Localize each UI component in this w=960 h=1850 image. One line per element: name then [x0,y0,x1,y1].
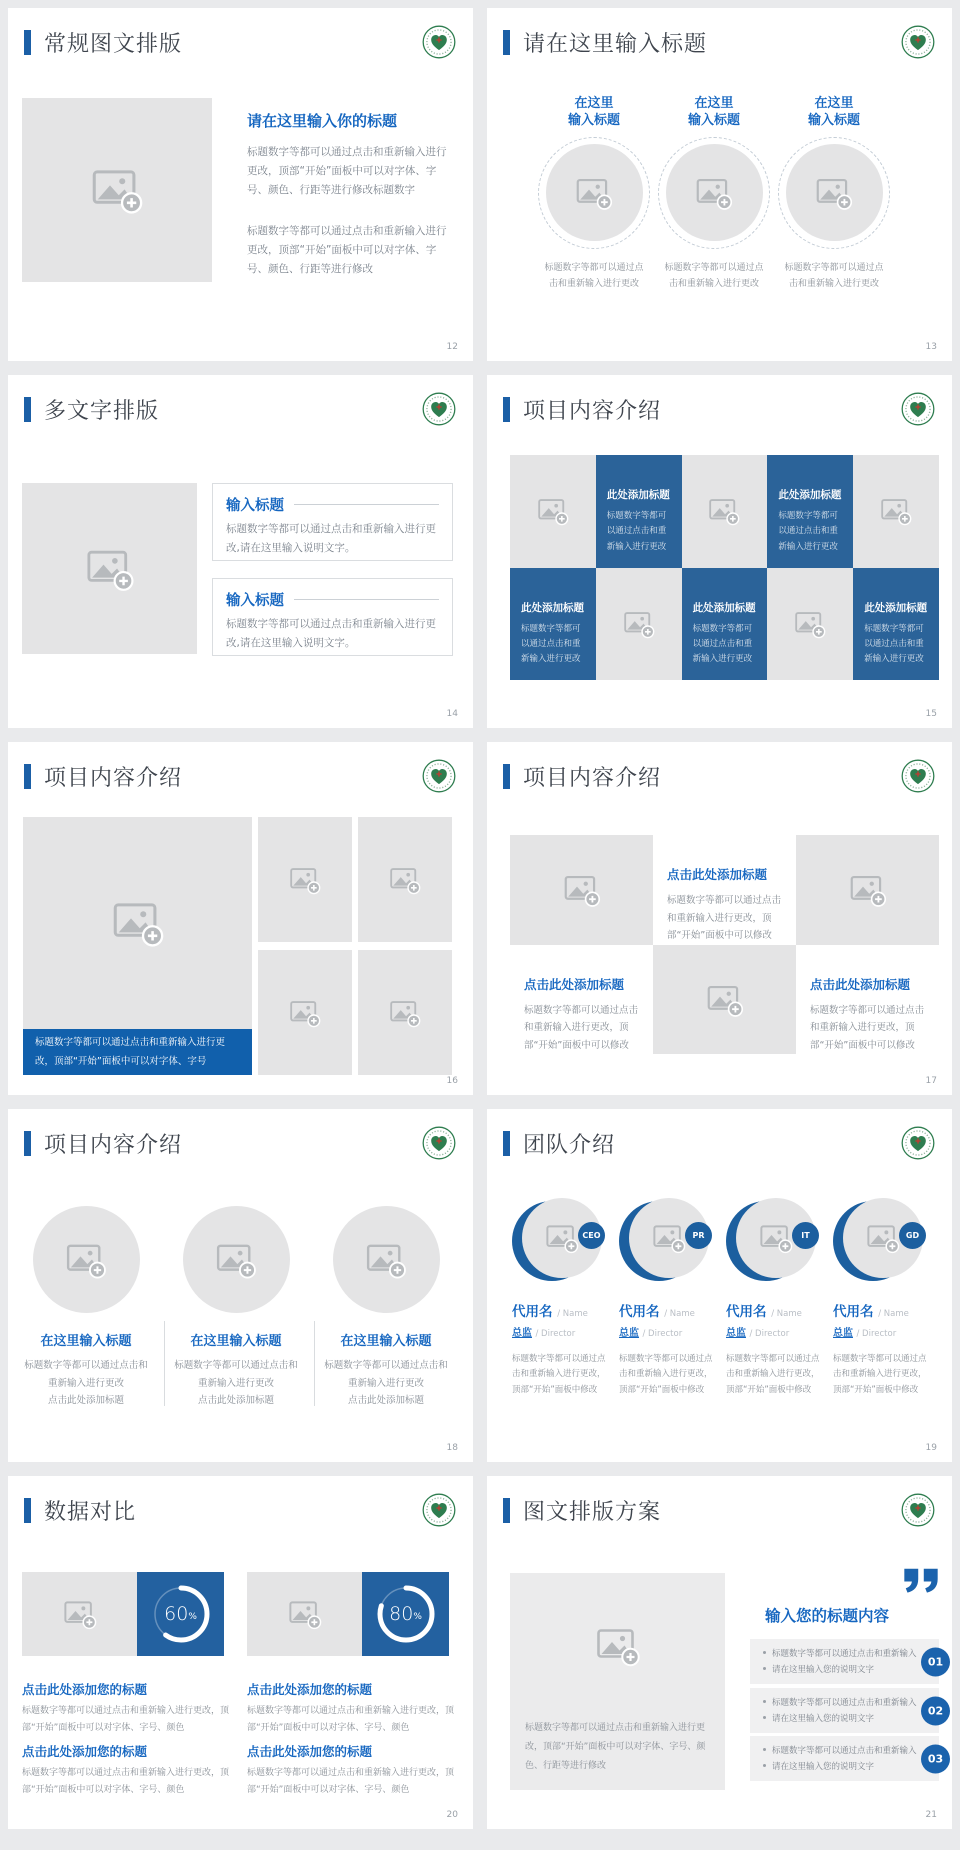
circle-item [774,96,894,293]
vertical-divider [314,1321,315,1406]
cell-heading: 点击此处添加标题 [667,867,768,882]
page-number: 13 [925,342,937,352]
body-paragraph: 标题数字等都可以通过点击和重新输入进行更改，顶部“开始”面板中可以对字体、字号、颜色、行距等进行修改 [247,225,447,275]
circle-item [534,96,654,293]
blue-text-cell [767,455,853,568]
member-name: 代用名 / Name [833,1304,909,1320]
image-placeholder[interactable] [682,455,768,568]
slide-thumbnail-17[interactable] [487,742,952,1095]
organization-logo-icon [422,392,456,426]
member-role: 总监 / Director [726,1328,790,1339]
cell-body: 标题数字等都可以通过点击和重新输入进行更改 [692,623,753,665]
item-caption: 标题数字等都可以通过点击和重新输入进行更改 [544,262,644,290]
image-placeholder[interactable] [786,144,883,241]
title-accent-bar [24,1498,31,1523]
alternating-grid [510,835,939,1052]
slide-header [24,1128,182,1159]
text-section [247,1742,454,1799]
bullet-line: 请在这里输入您的说明文字 [763,1711,905,1727]
item-number-badge: 03 [921,1744,950,1773]
member-name: 代用名 / Name [619,1304,695,1320]
organization-logo-icon [901,392,935,426]
dashed-ring [658,137,770,249]
progress-value: 80 % [389,1603,422,1625]
featured-image-block [23,817,252,1075]
item-heading: 在这里输入标题 [40,1334,132,1349]
organization-logo-icon [422,759,456,793]
dashed-ring [778,137,890,249]
item-heading: 在这里 输入标题 [687,96,740,128]
numbered-item [750,1736,944,1781]
cell-heading: 此处添加标题 [521,601,584,614]
slide-title: 常规图文排版 [44,32,183,57]
title-accent-bar [24,397,31,422]
heading-rule [294,504,439,505]
team-member [726,1198,833,1398]
image-caption: 标题数字等都可以通过点击和重新输入进行更改，顶部“开始”面板中可以对字体、字号、颜色、行距等进行修改 [525,1723,706,1772]
bullet-line: 标题数字等都可以通过点击和重新输入 [763,1695,905,1711]
title-accent-bar [503,1131,510,1156]
add-image-icon [793,607,827,641]
image-placeholder[interactable] [22,98,212,282]
add-image-icon [705,980,745,1020]
add-image-icon [64,1238,108,1282]
member-name: 代用名 / Name [512,1304,588,1320]
image-placeholder[interactable] [22,1572,137,1656]
cell-heading: 此处添加标题 [864,601,928,614]
slide-header [503,1128,615,1159]
thumbnail-grid [258,817,452,1075]
image-placeholder[interactable] [23,817,252,1029]
organization-logo-icon [422,1126,456,1160]
member-description: 标题数字等都可以通过点击和重新输入进行更改，顶部“开始”面板中修改 [619,1354,713,1395]
circle-items [11,1206,461,1410]
image-placeholder[interactable] [22,483,197,654]
page-number: 20 [446,1810,458,1820]
text-cell [510,945,653,1055]
cell-heading: 此处添加标题 [692,601,756,614]
item-heading: 在这里 输入标题 [807,96,860,128]
organization-logo-icon [422,25,456,59]
add-image-icon [848,870,888,910]
image-placeholder[interactable] [183,1206,290,1313]
bullet-line: 标题数字等都可以通过点击和重新输入 [763,1646,905,1662]
slide-header [24,761,182,792]
member-description: 标题数字等都可以通过点击和重新输入进行更改，顶部“开始”面板中修改 [512,1354,606,1395]
blue-text-cell [510,568,596,681]
add-image-icon [214,1238,258,1282]
image-placeholder[interactable] [510,455,596,568]
dashed-ring [538,137,650,249]
image-caption-bar: 标题数字等都可以通过点击和重新输入进行更改，顶部“开始”面板中可以对字体、字号 [23,1029,252,1075]
slide-title: 请在这里输入标题 [523,32,708,57]
add-image-icon [865,1220,901,1256]
image-placeholder[interactable] [33,1206,140,1313]
add-image-icon [651,1220,687,1256]
organization-logo-icon [901,1126,935,1160]
slide-title: 多文字排版 [44,399,160,424]
image-placeholder[interactable] [546,144,643,241]
box-body: 标题数字等都可以通过点击和重新输入进行更改,请在这里输入说明文字。 [226,618,436,650]
section-body: 标题数字等都可以通过点击和重新输入进行更改，顶部“开始”面板中可以对字体、字号、颜色 [247,1706,455,1734]
page-number: 18 [446,1443,458,1453]
add-image-icon [364,1238,408,1282]
image-placeholder[interactable] [358,950,452,1075]
slide-title: 项目内容介绍 [523,766,662,791]
page-number: 15 [925,709,937,719]
slide-header [24,27,182,58]
progress-value: 60 % [164,1603,197,1625]
bullet-dot [763,1748,766,1751]
stat-panel [22,1572,224,1656]
blue-text-cell [682,568,768,681]
image-placeholder[interactable] [333,1206,440,1313]
avatar-block [512,1198,610,1284]
text-box [212,483,453,561]
add-image-icon [814,173,854,213]
image-placeholder[interactable] [853,455,939,568]
member-role: 总监 / Director [512,1328,576,1339]
add-image-icon [536,494,570,528]
title-accent-bar [503,397,510,422]
item-caption: 标题数字等都可以通过点击和重新输入进行更改 [784,262,884,290]
add-image-icon [287,1596,323,1632]
item-number-badge: 02 [921,1696,950,1725]
avatar-block [833,1198,931,1284]
cell-body: 标题数字等都可以通过点击和重新输入进行更改，顶部“开始”面板中可以修改 [524,1004,639,1051]
team-member [512,1198,619,1398]
add-image-icon [288,996,322,1030]
cell-heading: 此处添加标题 [778,489,842,501]
add-image-icon [758,1220,794,1256]
progress-tile [362,1572,449,1656]
add-image-icon [562,870,602,910]
role-badge: GD [899,1222,926,1249]
page-number: 21 [925,1810,937,1820]
slide-thumbnail-13[interactable] [487,8,952,361]
add-image-icon [388,863,422,897]
progress-tile [137,1572,224,1656]
slide-title: 数据对比 [44,1500,137,1525]
quote-icon [903,1568,939,1595]
slide-title: 团队介绍 [523,1133,616,1158]
avatar-block [619,1198,717,1284]
cell-body: 标题数字等都可以通过点击和重新输入进行更改 [606,511,667,552]
bullet-dot [763,1716,766,1719]
circle-item [311,1206,461,1410]
text-section [22,1742,229,1799]
organization-logo-icon [901,25,935,59]
text-box [212,578,453,656]
cell-body: 标题数字等都可以通过点击和重新输入进行更改，顶部“开始”面板中可以修改 [810,1004,925,1051]
add-image-icon [622,607,656,641]
add-image-icon [110,895,166,951]
team-member [833,1198,940,1398]
slide-title: 图文排版方案 [523,1500,662,1525]
slide-thumbnail-20[interactable] [8,1476,473,1829]
add-image-icon [388,996,422,1030]
slide-thumbnail-19[interactable] [487,1109,952,1462]
image-placeholder[interactable] [653,945,796,1055]
block-heading: 输入您的标题内容 [765,1607,890,1625]
slide-thumbnail-12[interactable] [8,8,473,361]
item-heading: 在这里输入标题 [190,1334,282,1349]
slide-thumbnail-15[interactable] [487,375,952,728]
item-caption: 标题数字等都可以通过点击和重新输入进行更改 [664,262,764,290]
team-members [512,1198,940,1398]
checkerboard-grid [510,455,939,680]
bullet-line: 请在这里输入您的说明文字 [763,1759,905,1775]
title-accent-bar [24,764,31,789]
blue-text-cell [596,455,682,568]
add-image-icon [879,494,913,528]
title-accent-bar [503,764,510,789]
page-number: 17 [925,1076,937,1086]
organization-logo-icon [901,759,935,793]
section-heading: 点击此处添加您的标题 [247,1744,373,1759]
text-block [247,110,449,279]
item-heading: 在这里输入标题 [340,1334,432,1349]
add-image-icon [707,494,741,528]
cell-body: 标题数字等都可以通过点击和重新输入进行更改 [521,623,581,665]
image-placeholder[interactable] [258,817,352,942]
image-placeholder[interactable] [510,1573,725,1719]
image-placeholder[interactable] [767,568,853,681]
page-number: 12 [446,342,458,352]
slide-title: 项目内容介绍 [523,399,662,424]
section-heading: 点击此处添加您的标题 [247,1682,373,1697]
title-accent-bar [24,30,31,55]
add-image-icon [62,1596,98,1632]
image-placeholder[interactable] [258,950,352,1075]
stat-panel [247,1572,449,1656]
block-heading: 请在这里输入你的标题 [247,112,398,130]
slide-header [503,1495,661,1526]
cell-body: 标题数字等都可以通过点击和重新输入进行更改，顶部“开始”面板中可以修改 [667,895,782,942]
add-image-icon [84,543,136,595]
member-role: 总监 / Director [833,1328,897,1339]
box-heading: 输入标题 [226,593,284,609]
image-placeholder[interactable] [247,1572,362,1656]
bullet-dot [763,1764,766,1767]
member-role: 总监 / Director [619,1328,683,1339]
member-description: 标题数字等都可以通过点击和重新输入进行更改，顶部“开始”面板中修改 [833,1354,927,1395]
slide-header [24,1495,136,1526]
section-body: 标题数字等都可以通过点击和重新输入进行更改，顶部“开始”面板中可以对字体、字号、颜色 [22,1706,230,1734]
page-number: 19 [925,1443,937,1453]
image-placeholder[interactable] [666,144,763,241]
item-body: 标题数字等都可以通过点击和重新输入进行更改 点击此处添加标题 [24,1360,148,1407]
cell-heading: 点击此处添加标题 [810,976,911,992]
circle-items [534,96,894,293]
page-number: 14 [446,709,458,719]
section-body: 标题数字等都可以通过点击和重新输入进行更改，顶部“开始”面板中可以对字体、字号、颜色 [247,1768,455,1796]
bullet-line: 请在这里输入您的说明文字 [763,1662,905,1678]
slide-thumbnail-18[interactable] [8,1109,473,1462]
title-accent-bar [24,1131,31,1156]
box-heading: 输入标题 [226,498,284,514]
item-number-badge: 01 [921,1647,950,1676]
add-image-icon [288,863,322,897]
image-placeholder[interactable] [358,817,452,942]
organization-logo-icon [901,1493,935,1527]
heading-rule [294,599,439,600]
slide-thumbnail-16[interactable] [8,742,473,1095]
role-badge: CEO [578,1222,605,1249]
cell-body: 标题数字等都可以通过点击和重新输入进行更改 [778,511,838,552]
add-image-icon [594,1622,642,1670]
circle-item [161,1206,311,1410]
item-body: 标题数字等都可以通过点击和重新输入进行更改 点击此处添加标题 [174,1360,298,1407]
bullet-dot [763,1667,766,1670]
role-badge: PR [685,1222,712,1249]
slide-thumbnail-21[interactable] [487,1476,952,1829]
text-cell [796,945,939,1055]
add-image-icon [694,173,734,213]
slide-title: 项目内容介绍 [44,1133,183,1158]
image-placeholder[interactable] [596,568,682,681]
bullet-line: 标题数字等都可以通过点击和重新输入 [763,1743,905,1759]
circle-item [11,1206,161,1410]
member-name: 代用名 / Name [726,1304,802,1320]
role-badge: IT [792,1222,819,1249]
circle-item [654,96,774,293]
slide-header [503,394,661,425]
slide-title: 项目内容介绍 [44,766,183,791]
slide-header [503,27,707,58]
title-accent-bar [503,1498,510,1523]
numbered-item [750,1639,944,1684]
title-accent-bar [503,30,510,55]
slide-thumbnail-14[interactable] [8,375,473,728]
section-heading: 点击此处添加您的标题 [22,1744,148,1759]
item-body: 标题数字等都可以通过点击和重新输入进行更改 点击此处添加标题 [324,1360,448,1407]
section-heading: 点击此处添加您的标题 [22,1682,148,1697]
add-image-icon [89,162,145,218]
bullet-dot [763,1700,766,1703]
featured-image-block [510,1573,725,1790]
image-placeholder[interactable] [510,835,653,945]
add-image-icon [574,173,614,213]
text-section [247,1680,454,1737]
cell-body: 标题数字等都可以通过点击和重新输入进行更改 [864,623,924,665]
body-paragraph: 标题数字等都可以通过点击和重新输入进行更改，顶部“开始”面板中可以对字体、字号、颜色、行距等进行修改标题数字 [247,146,447,196]
slide-grid [0,8,952,1829]
blue-text-cell [853,568,939,681]
slide-header [503,761,661,792]
item-heading: 在这里 输入标题 [567,96,620,128]
section-body: 标题数字等都可以通过点击和重新输入进行更改，顶部“开始”面板中可以对字体、字号、颜色 [22,1768,230,1796]
organization-logo-icon [422,1493,456,1527]
team-member [619,1198,726,1398]
page-number: 16 [446,1076,458,1086]
text-cell [653,835,796,945]
image-placeholder[interactable] [796,835,939,945]
add-image-icon [544,1220,580,1256]
member-description: 标题数字等都可以通过点击和重新输入进行更改，顶部“开始”面板中修改 [726,1354,820,1395]
text-section [22,1680,229,1737]
slide-header [24,394,159,425]
box-body: 标题数字等都可以通过点击和重新输入进行更改,请在这里输入说明文字。 [226,523,436,555]
vertical-divider [164,1321,165,1406]
cell-heading: 点击此处添加标题 [524,976,625,992]
avatar-block [726,1198,824,1284]
bullet-dot [763,1651,766,1654]
cell-heading: 此处添加标题 [606,489,670,501]
numbered-item [750,1688,944,1733]
